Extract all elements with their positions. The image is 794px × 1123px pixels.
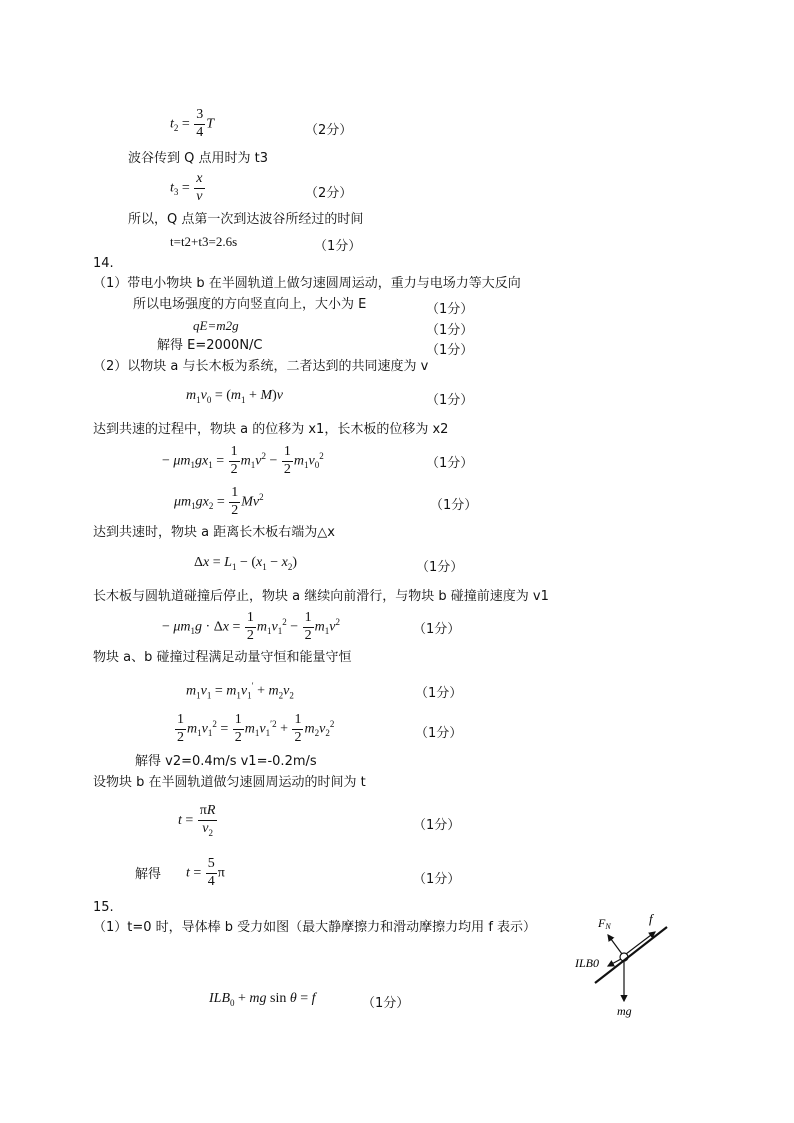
points-7: （1分） [426,393,474,408]
friction-arrow [626,932,655,954]
text-line-9: 解得 E=2000N/C [157,338,263,353]
points-8: （1分） [426,456,474,471]
eq-energy: $\frac{1}{2}$ $m_1v_1^2$ = $\frac{1}{2}$ $m_1v_1^{'2}$ + $\frac{1}{2}$ $m_2v_2^2$ [177,712,335,745]
eq-t-circle: t = $\frac{\pi R}{v_2}$ [178,803,216,838]
text-line-7: 所以电场强度的方向竖直向上，大小为 E [133,297,367,312]
eq-t3: $t_3$ = $\frac{x}{v}$ [170,171,203,204]
text-line-10: （2）以物块 a 与长木板为系统，二者达到的共同速度为 v [93,359,429,374]
eq-t-result: t = $\frac{5}{4}$ π [186,856,225,889]
points-16: （1分） [362,996,410,1011]
solve-label: 解得 [135,867,162,882]
points-6: （1分） [426,343,474,358]
points-11: （1分） [413,622,461,637]
question-14-number: 14. [93,256,114,271]
eq-work-board: $\mu m_1gx_2$ = $\frac{1}{2}$ Mv$^2$ [174,485,264,518]
points-14: （1分） [413,818,461,833]
force-diagram [565,905,680,1025]
eq-work-a: − $\mu m_1gx_1$ = $\frac{1}{2}$ $m_1v^2$ − $\frac{1}{2}$ $m_1v_0^2$ [162,444,324,477]
text-line-12: 达到共速的过程中，物块 a 的位移为 x1，长木板的位移为 x2 [93,422,449,437]
eq-momentum-1: $m_1v_0 = (m_1 + M)v$ [186,388,283,405]
eq-qE: qE=m2g [193,318,239,333]
eq-t2: $t_2$ = $\frac{3}{4}$ T [170,107,215,140]
label-f: f [649,911,653,926]
text-line-22: 解得 v2=0.4m/s v1=-0.2m/s [135,754,317,769]
label-mg: mg [617,1004,632,1018]
eq-delta-x: $\Delta x = L_1 - (x_1 - x_2)$ [194,555,298,572]
text-line-19: 物块 a、b 碰撞过程满足动量守恒和能量守恒 [93,650,352,665]
points-2: （2分） [305,186,353,201]
text-line-15: 达到共速时，物块 a 距离长木板右端为△x [93,525,335,540]
text-line-4: 所以，Q 点第一次到达波谷所经过的时间 [128,212,364,227]
points-1: （2分） [305,123,353,138]
text-line-23: 设物块 b 在半圆轨道做匀速圆周运动的时间为 t [93,775,366,790]
text-line-17: 长木板与圆轨道碰撞后停止，物块 a 继续向前滑行，与物块 b 碰撞前速度为 v1 [93,589,549,604]
points-15: （1分） [413,872,461,887]
points-10: （1分） [416,560,464,575]
text-line-2: 波谷传到 Q 点用时为 t3 [128,151,268,166]
text-line-6: （1）带电小物块 b 在半圆轨道上做匀速圆周运动，重力与电场力等大反向 [93,276,521,291]
points-13: （1分） [415,726,463,741]
label-ilb: ILB0 [575,956,599,970]
question-15-number: 15. [93,900,114,915]
points-5: （1分） [426,323,474,338]
normal-force-arrow [608,935,622,954]
points-4: （1分） [426,302,474,317]
points-3: （1分） [314,239,362,254]
points-9: （1分） [430,498,478,513]
eq-work-a-2: − $\mu m_1g \cdot \Delta x$ = $\frac{1}{2}$ $m_1v_1^2$ − $\frac{1}{2}$ $m_1v^2$ [162,610,340,643]
eq-t-total: t=t2+t3=2.6s [170,234,238,249]
eq-momentum-2: $m_1v_1 = m_1v_1' + m_2v_2$ [186,681,294,701]
points-12: （1分） [415,686,463,701]
incline-line [595,927,667,983]
eq-force-balance: $ILB_0$ + mg sin θ = f [209,991,316,1008]
label-fn: FN [598,916,611,931]
text-line-26: （1）t=0 时，导体棒 b 受力如图（最大静摩擦力和滑动摩擦力均用 f 表示） [93,920,537,935]
force-diagram-svg [565,905,680,1025]
